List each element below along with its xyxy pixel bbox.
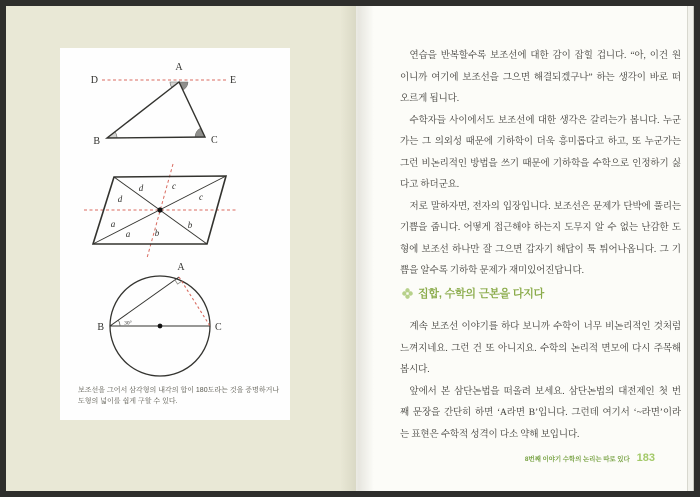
- body-text-bottom: [400, 317, 681, 446]
- paragraph: [400, 111, 681, 197]
- text-line: 이니까 여기에 보조선을 그으면 해결되겠구나” 하는 생각이 바로 떠: [400, 72, 681, 83]
- text-line: 저로 말하자면, 전자의 입장입니다. 보조선은 문제가 단박에 풀리는: [409, 201, 681, 212]
- text-line: 수학자들 사이에서도 보조선에 대한 생각은 갈리는가 봅니다. 누군: [409, 115, 681, 126]
- region-label-a2: a: [125, 229, 131, 239]
- chord-line: [110, 277, 179, 326]
- region-label-d2: d: [117, 194, 123, 204]
- text-line: 형에 보조선 하나만 잘 그으면 갑자기 해답이 툭 튀어나옵니다. 그 기: [400, 244, 681, 255]
- angle-arc-b: [118, 320, 120, 326]
- text-line: 는 표현은 수학적 성격이 다소 약해 보입니다.: [400, 429, 580, 440]
- region-label-c2: c: [199, 192, 203, 202]
- line-label-e: E: [230, 75, 237, 86]
- footer-page-number: 183: [636, 452, 655, 464]
- page-footer: [525, 452, 655, 464]
- circle-label-c: C: [215, 322, 222, 333]
- vertex-label-c: C: [211, 135, 218, 146]
- section-title: 집합, 수학의 근본을 다지다: [418, 288, 545, 300]
- page-edge-shadow: [687, 6, 694, 491]
- footer-chapter-title: 8번째 이야기 수학의 논리는 따로 있다: [524, 456, 630, 463]
- circle-diagram: [97, 262, 222, 376]
- center-point: [157, 207, 162, 212]
- figure-caption-line2: 도형의 넓이를 쉽게 구할 수 있다.: [78, 398, 178, 405]
- diagram-panel: [60, 48, 290, 420]
- circle-center-point: [158, 324, 163, 329]
- text-line: 가는 그 의외성 때문에 기하학이 더욱 흥미롭다고 하고, 또 누군가는: [400, 137, 681, 147]
- line-label-d: D: [90, 75, 98, 86]
- region-label-b2: b: [187, 220, 193, 230]
- geometry-figure: [60, 48, 290, 380]
- section-heading: [402, 283, 682, 303]
- body-text-top: [400, 46, 681, 283]
- paragraph: [400, 382, 681, 447]
- auxiliary-dashed-chord: [179, 277, 210, 326]
- circle-label-a: A: [177, 262, 185, 273]
- region-label-b1: b: [154, 228, 160, 238]
- text-line: 느껴지네요. 그런 건 또 아니지요. 수학의 논리적 면모에 다시 주목해: [400, 343, 681, 354]
- paragraph: [400, 197, 681, 283]
- region-label-c1: c: [172, 181, 176, 191]
- text-line: 째 문장을 간단히 하면 ‘A라면 B’입니다. 그런데 여기서 ‘~라면’이라: [400, 408, 681, 418]
- paragraph: [400, 46, 681, 111]
- region-label-d1: d: [138, 183, 144, 193]
- text-line: 다고 하더군요.: [400, 180, 460, 190]
- triangle-outline: [107, 82, 205, 138]
- text-line: 그런 비논리적인 방법을 쓰기 때문에 기하학을 수학으로 인정하기 싫: [400, 158, 681, 169]
- region-label-a1: a: [110, 219, 116, 229]
- right-page: [356, 6, 694, 491]
- text-line: 쁨을 알수록 기하학 문제가 재미있어진답니다.: [400, 266, 584, 276]
- text-line: 봅시다.: [400, 365, 430, 375]
- text-line: 연습을 반복할수록 보조선에 대한 감이 잡힐 겁니다. “아, 이건 원: [409, 51, 681, 61]
- left-page: [6, 6, 356, 491]
- clover-flower-icon: [402, 288, 413, 299]
- figure-caption-line1: 보조선을 그어서 삼각형의 내각의 합이 180도라는 것을 증명하거나: [78, 387, 280, 394]
- parallelogram-diagram: [84, 164, 236, 258]
- text-line: 계속 보조선 이야기를 하다 보니까 수학이 너무 비논리적인 것처럼: [409, 322, 681, 332]
- text-line: 앞에서 본 삼단논법을 떠올려 보세요. 삼단논법의 대전제인 첫 번: [409, 386, 681, 397]
- figure-caption: [78, 385, 283, 407]
- text-line: 오르게 됩니다.: [400, 94, 460, 104]
- circle-label-b: B: [97, 322, 104, 333]
- angle-value-label: 30°: [124, 320, 132, 327]
- text-line: 기쁨을 줍니다. 어떻게 접근해야 하는지 도무지 알 수 없는 난감한 도: [400, 223, 681, 233]
- book-spread: [6, 6, 694, 491]
- vertex-label-a: A: [175, 62, 183, 73]
- vertex-label-b: B: [93, 136, 100, 147]
- triangle-diagram: [91, 62, 236, 147]
- paragraph: [400, 317, 681, 382]
